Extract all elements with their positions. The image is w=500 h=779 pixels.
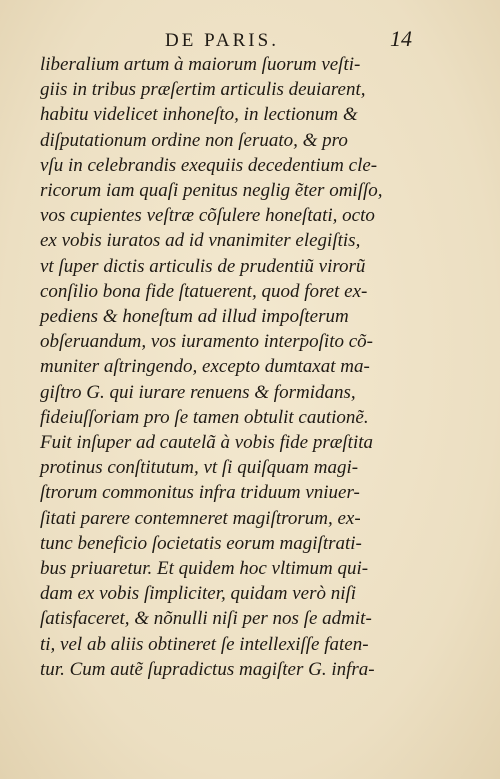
text-line: giſtro G. qui iurare renuens & formidans, xyxy=(40,381,356,403)
text-line: liberalium artum à maiorum ſuorum veſti- xyxy=(40,54,361,75)
running-head: DE PARIS. xyxy=(165,30,279,51)
text-line: vos cupientes veſtræ cõſulere honeſtati, octo xyxy=(40,205,375,227)
text-line: Fuit inſuper ad cautelã à vobis fide præſtita xyxy=(40,432,374,454)
text-line: protinus conſtitutum, vt ſi quiſquam magi- xyxy=(40,457,359,479)
text-line: giis in tribus præſertim articulis deuiarent, xyxy=(40,79,366,101)
text-line: tur. Cum autẽ ſupradictus magiſter G. infra- xyxy=(40,658,375,680)
page-number: 14 xyxy=(390,26,412,51)
text-line: bus priuaretur. Et quidem hoc vltimum qui- xyxy=(40,558,369,580)
page-header xyxy=(0,26,500,54)
text-line: ſatisfaceret, & nõnulli niſi per nos ſe admit- xyxy=(40,608,372,630)
text-line: obſeruandum, vos iuramento interpoſito cõ- xyxy=(40,331,373,353)
text-line: vſu in celebrandis exequiis decedentium cle- xyxy=(40,154,378,176)
text-line: conſilio bona fide ſtatuerent, quod foret ex- xyxy=(40,280,368,302)
text-line: fideiuſſoriam pro ſe tamen obtulit cautionẽ. xyxy=(40,406,369,428)
text-line: ſitati parere contemneret magiſtrorum, ex- xyxy=(40,507,361,529)
text-line: ſtrorum commonitus infra triduum vniuer- xyxy=(40,482,360,504)
text-line: ricorum iam quaſi penitus neglig ẽter omiſſo, xyxy=(40,180,383,202)
text-line: muniter aſtringendo, excepto dumtaxat ma- xyxy=(40,356,370,378)
text-line: pediens & honeſtum ad illud impoſterum xyxy=(40,306,349,328)
text-line: diſputationum ordine non ſeruato, & pro xyxy=(40,129,348,151)
text-line: habitu videlicet inhoneſto, in lectionum & xyxy=(40,104,358,126)
text-line: ti, vel ab aliis obtineret ſe intellexiſſe faten- xyxy=(40,633,369,655)
text-line: tunc beneficio ſocietatis eorum magiſtrati- xyxy=(40,532,362,554)
text-line: dam ex vobis ſimpliciter, quidam verò niſi xyxy=(40,583,357,605)
text-line: ex vobis iuratos ad id vnanimiter elegiſtis, xyxy=(40,230,361,252)
body-text xyxy=(40,52,420,682)
text-line: vt ſuper dictis articulis de prudentiũ virorũ xyxy=(40,255,366,277)
